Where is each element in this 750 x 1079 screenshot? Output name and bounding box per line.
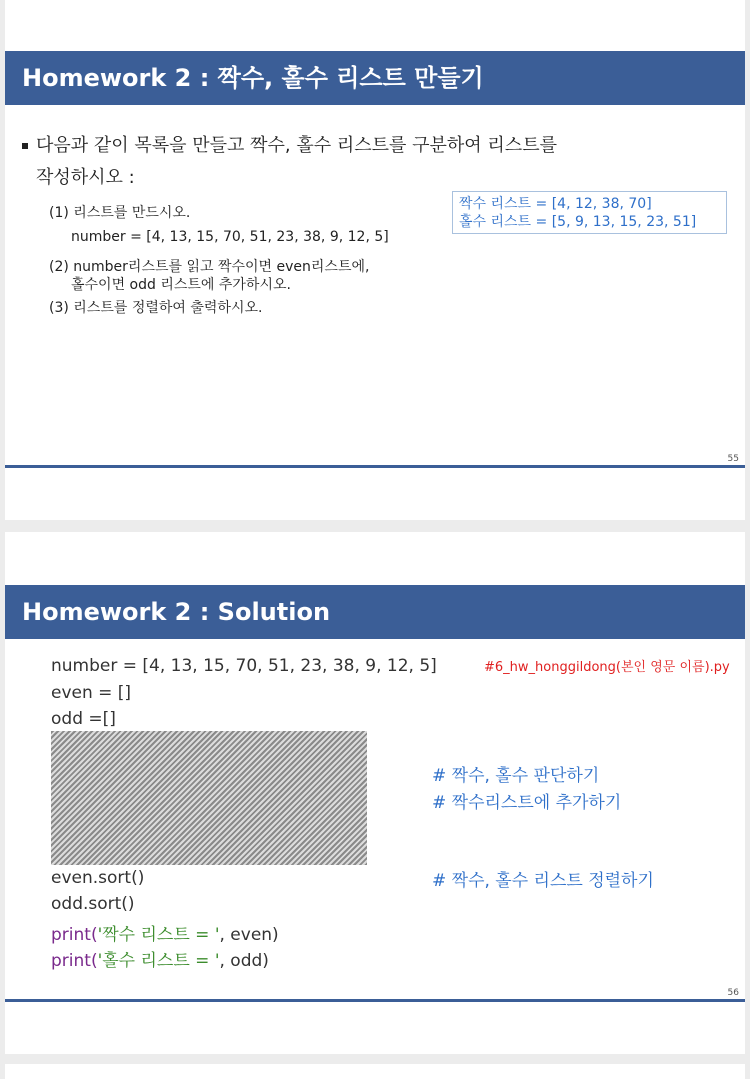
step-2-cont: 홀수이면 odd 리스트에 추가하시오.: [71, 277, 291, 293]
code-line-3: odd =[]: [51, 709, 116, 729]
code-line-5: odd.sort(): [51, 894, 135, 914]
result-even-line: 짝수 리스트 = [4, 12, 38, 70]: [459, 196, 652, 212]
bullet-square-icon: [22, 143, 28, 149]
string-literal: '짝수 리스트 = ': [97, 925, 220, 945]
code-rest: , odd): [219, 951, 269, 971]
result-odd-line: 홀수 리스트 = [5, 9, 13, 15, 23, 51]: [459, 214, 697, 230]
result-box: [452, 191, 727, 234]
page-number: 55: [727, 454, 739, 464]
slide-55: [5, 0, 745, 520]
step-2: (2) number리스트를 읽고 짝수이면 even리스트에,: [49, 259, 370, 275]
filename-note: #6_hw_honggildong(본인 영문 이름).py: [484, 660, 730, 675]
string-literal: '홀수 리스트 = ': [97, 951, 220, 971]
code-line-6: [51, 920, 279, 945]
footer-divider: [5, 999, 745, 1002]
page-number: 56: [727, 988, 739, 998]
comment-2: # 짝수리스트에 추가하기: [432, 793, 622, 813]
step-1: (1) 리스트를 만드시오.: [49, 205, 191, 221]
slide-title: Homework 2 : 짝수, 홀수 리스트 만들기: [5, 51, 745, 105]
print-keyword: print(: [51, 925, 98, 945]
comment-3: # 짝수, 홀수 리스트 정렬하기: [432, 871, 654, 891]
footer-divider: [5, 465, 745, 468]
slide-56: [5, 532, 745, 1054]
step-3: (3) 리스트를 정렬하여 출력하시오.: [49, 300, 263, 316]
code-line-4: even.sort(): [51, 868, 145, 888]
bullet-instruction: [22, 131, 557, 157]
print-keyword: print(: [51, 951, 98, 971]
code-rest: , even): [219, 925, 279, 945]
bullet-line-2: 작성하시오 :: [36, 167, 135, 188]
code-line-7: [51, 946, 269, 971]
slide-next: [5, 1064, 745, 1079]
code-line-2: even = []: [51, 683, 132, 703]
step-1-code: number = [4, 13, 15, 70, 51, 23, 38, 9, 12, 5]: [71, 229, 389, 245]
hidden-code-block: [51, 731, 367, 865]
bullet-line-1: 다음과 같이 목록을 만들고 짝수, 홀수 리스트를 구분하여 리스트를: [36, 135, 557, 156]
slide-title: Homework 2 : Solution: [5, 585, 745, 639]
comment-1: # 짝수, 홀수 판단하기: [432, 766, 600, 786]
code-line-1: number = [4, 13, 15, 70, 51, 23, 38, 9, 12, 5]: [51, 656, 437, 676]
